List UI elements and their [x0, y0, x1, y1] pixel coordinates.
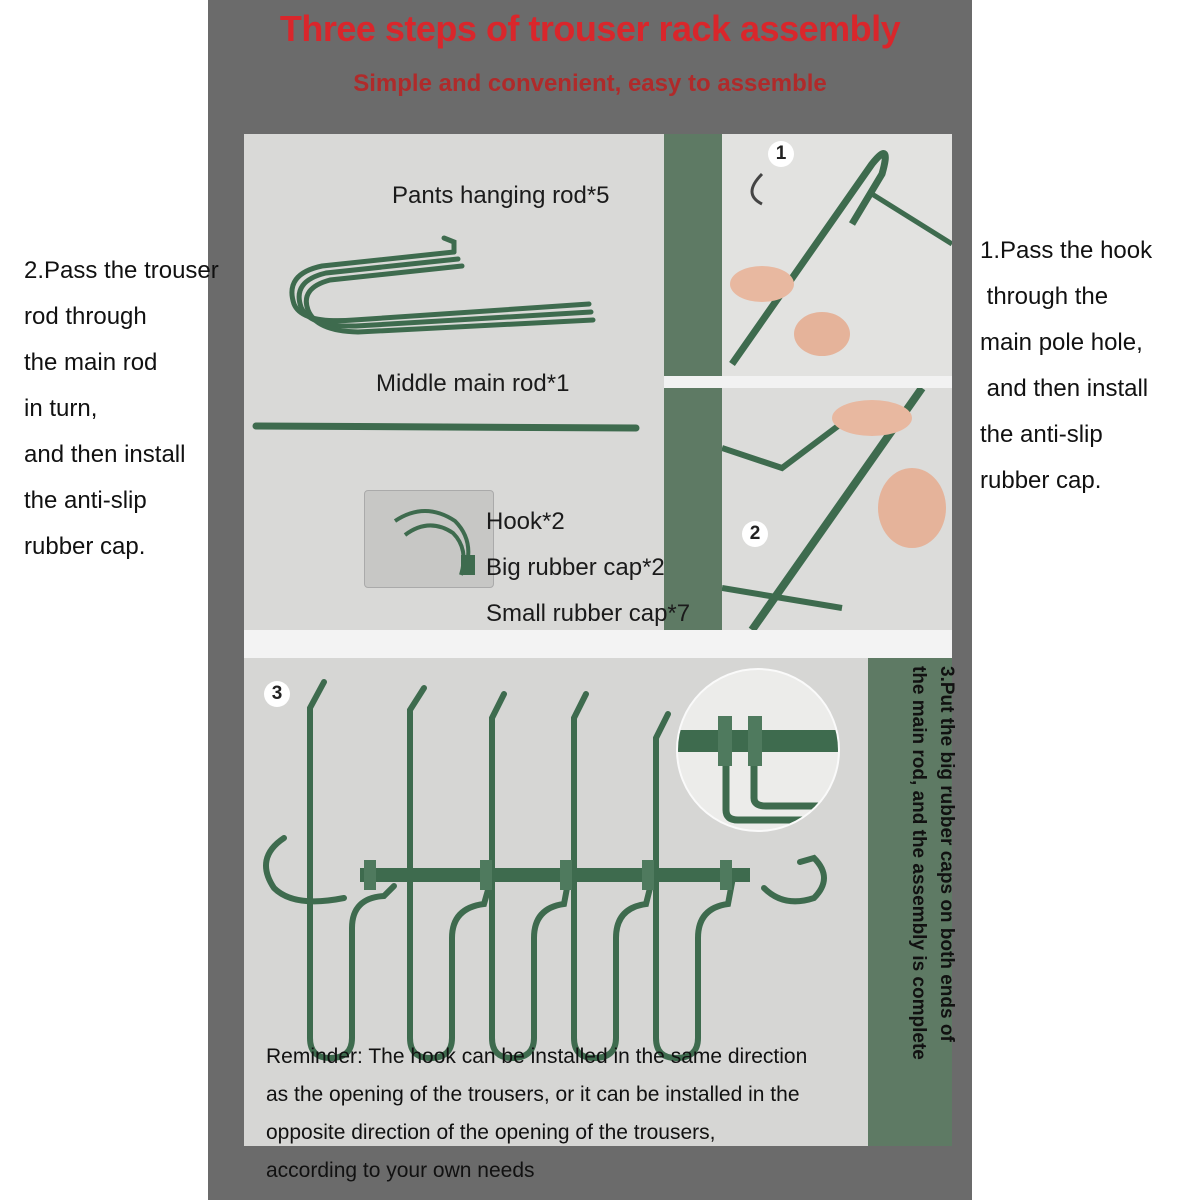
hook-icon: [752, 174, 762, 204]
right-instruction-line: the anti-slip: [980, 421, 1103, 448]
left-instruction: [24, 248, 239, 570]
right-instruction-line: 1.Pass the hook: [980, 237, 1153, 264]
step3-note-line: the main rod, and the assembly is complete: [908, 666, 929, 1060]
right-instruction-line: main pole hole,: [980, 329, 1143, 356]
zoom-detail-image: [676, 668, 840, 832]
pants-rod-image: [292, 238, 593, 332]
main-rod-image: [256, 426, 636, 428]
hook-label: Hook*2: [486, 508, 565, 535]
reminder-line: as the opening of the trousers, or it can be installed in the: [266, 1083, 800, 1106]
big-cap-label: Big rubber cap*2: [486, 554, 665, 581]
right-instruction-line: and then install: [980, 375, 1149, 402]
left-instruction-line: the anti-slip: [24, 487, 147, 514]
right-instruction-line: rubber cap.: [980, 467, 1102, 494]
left-instruction-line: the main rod: [24, 349, 158, 376]
reminder-line: opposite direction of the opening of the trousers,: [266, 1121, 716, 1144]
reminder-note: [266, 1038, 866, 1190]
left-instruction-line: rubber cap.: [24, 533, 146, 560]
pants-rod-label: Pants hanging rod*5: [392, 182, 610, 209]
step-number-badge: 2: [742, 521, 768, 547]
panel-gap: [244, 630, 952, 658]
photo-divider: [664, 376, 952, 388]
reminder-line: according to your own needs: [266, 1159, 535, 1182]
reminder-line: Reminder: The hook can be installed in the same direction: [266, 1045, 808, 1068]
step3-note-line: 3.Put the big rubber caps on both ends of: [936, 666, 957, 1042]
left-instruction-line: and then install: [24, 441, 186, 468]
page-subtitle: Simple and convenient, easy to assemble: [353, 70, 827, 97]
small-cap-label: Small rubber cap*7: [486, 600, 691, 627]
step1-photo: [722, 134, 952, 376]
right-instruction: [980, 228, 1190, 504]
left-instruction-line: 2.Pass the trouser: [24, 257, 219, 284]
step2-photo: [722, 388, 952, 630]
step-number-badge: 1: [768, 141, 794, 167]
left-instruction-line: in turn,: [24, 395, 98, 422]
main-rod-label: Middle main rod*1: [376, 370, 570, 397]
right-instruction-line: through the: [980, 283, 1109, 310]
left-instruction-line: rod through: [24, 303, 147, 330]
step3-note: [884, 666, 957, 1136]
hook-bag-image: [364, 490, 494, 588]
step-number-badge: 3: [264, 681, 290, 707]
page-title: Three steps of trouser rack assembly: [279, 8, 901, 49]
